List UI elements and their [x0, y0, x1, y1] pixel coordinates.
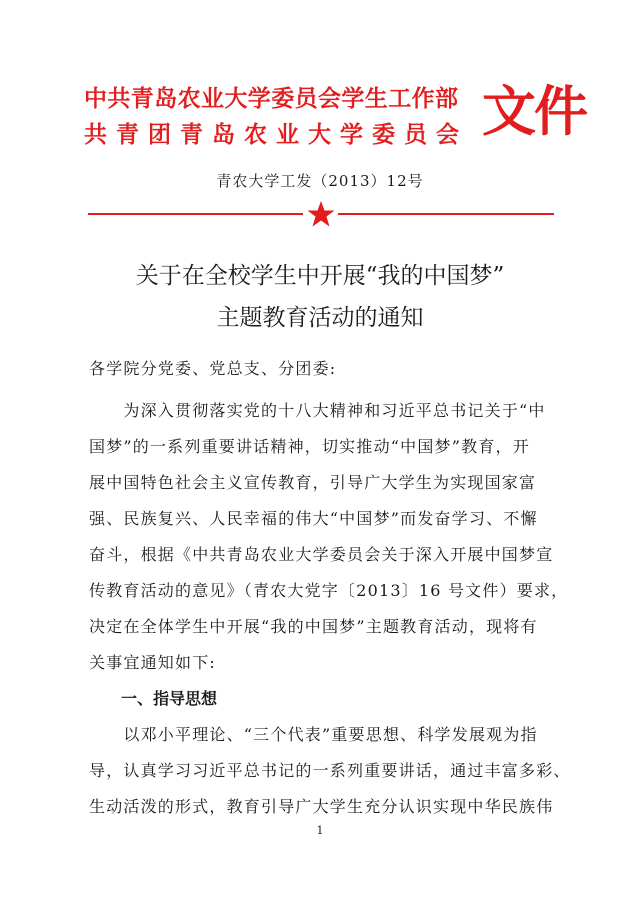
issuer-line-2: 共青团青岛农业大学委员会 — [84, 122, 468, 148]
section-heading: 一、指导思想 — [121, 689, 218, 708]
divider-line-right — [338, 213, 554, 215]
red-star-icon — [306, 200, 336, 228]
paragraph-line: 关事宜通知如下: — [89, 653, 216, 672]
notice-title-line-2: 主题教育活动的通知 — [216, 305, 424, 331]
salutation: 各学院分党委、党总支、分团委: — [89, 359, 337, 378]
divider-line-left — [88, 213, 303, 215]
paragraph-line: 展中国特色社会主义宣传教育，引导广大学生为实现国家富 — [89, 473, 537, 492]
paragraph-line: 为深入贯彻落实党的十八大精神和习近平总书记关于“中 — [89, 401, 546, 420]
paragraph-line: 以邓小平理论、“三个代表”重要思想、科学发展观为指 — [89, 725, 538, 744]
paragraph-line: 强、民族复兴、人民幸福的伟大“中国梦”而发奋学习、不懈 — [89, 509, 538, 528]
paragraph-line: 生动活泼的形式，教育引导广大学生充分认识实现中华民族伟 — [89, 797, 554, 816]
paragraph-line: 导，认真学习习近平总书记的一系列重要讲话，通过丰富多彩、 — [89, 761, 571, 780]
notice-title-line-1: 关于在全校学生中开展“我的中国梦” — [135, 263, 505, 289]
paragraph-line: 传教育活动的意见》（青农大党字〔2013〕16 号文件）要求， — [89, 581, 569, 600]
paragraph-line: 决定在全体学生中开展“我的中国梦”主题教育活动，现将有 — [89, 617, 538, 636]
red-star-divider — [88, 200, 554, 228]
wenjian-label: 文件 — [482, 80, 586, 143]
page-number: 1 — [316, 824, 324, 837]
paragraph-line: 国梦”的一系列重要讲话精神，切实推动“中国梦”教育，开 — [89, 437, 530, 456]
paragraph-line: 奋斗，根据《中共青岛农业大学委员会关于深入开展中国梦宣 — [89, 545, 554, 564]
issuer-line-1: 中共青岛农业大学委员会学生工作部 — [84, 86, 459, 112]
document-number: 青农大学工发（2013）12号 — [216, 172, 424, 190]
